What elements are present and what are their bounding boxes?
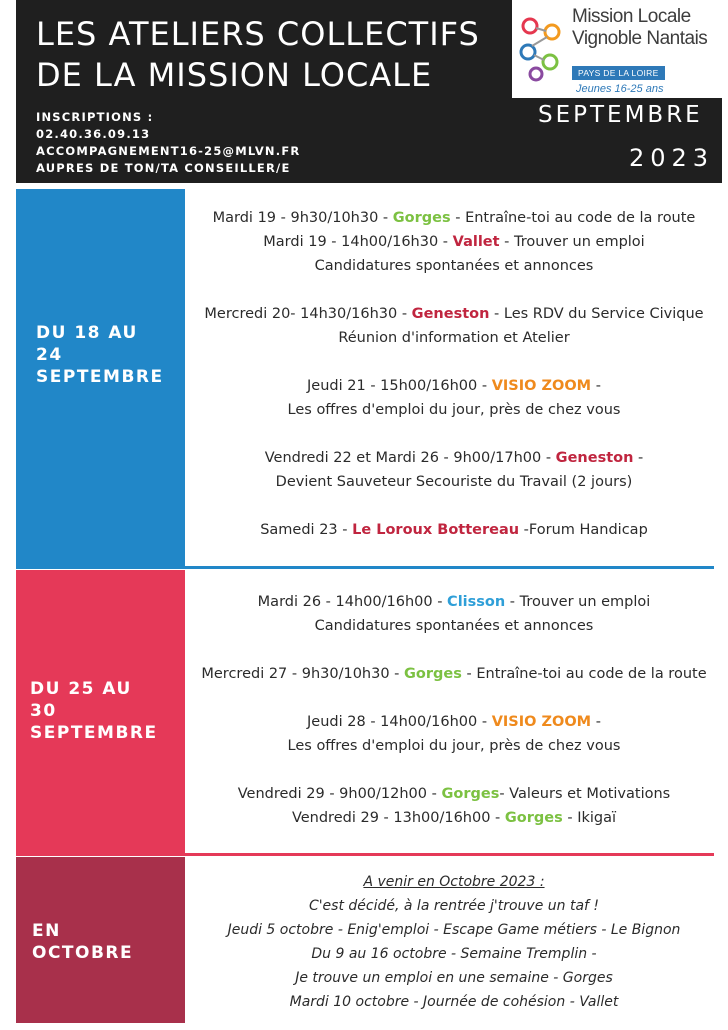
october-announcements [190,870,718,1014]
october-label-line-2: OCTOBRE [32,943,134,963]
event-item: Jeudi 21 - 15h00/16h00 - VISIO ZOOM - [307,378,601,394]
event-place: VISIO ZOOM [491,378,592,394]
week1-divider [16,566,714,569]
event-detail: Devient Sauveteur Secouriste du Travail (2 jours) [275,474,633,490]
inscriptions-block [36,109,300,177]
event-place: Gorges [441,786,500,802]
event-place: VISIO ZOOM [491,714,592,730]
week2-events [190,590,718,830]
event-item: Jeudi 28 - 14h00/16h00 - VISIO ZOOM - [307,714,601,730]
event-item: Samedi 23 - Le Loroux Bottereau -Forum Handicap [260,522,648,538]
logo-name-line-1: Mission Locale [572,6,691,27]
week2-divider [16,853,714,856]
event-item: Mardi 26 - 14h00/16h00 - Clisson - Trouver un emploi [257,594,651,610]
october-line: Jeudi 5 octobre - Enig'emploi - Escape Game métiers - Le Bignon [227,922,681,938]
event-item: Vendredi 29 - 13h00/16h00 - Gorges - Ikigaï [291,810,617,826]
event-item: Vendredi 22 et Mardi 26 - 9h00/17h00 - Geneston - [264,450,644,466]
event-detail: Les offres d'emploi du jour, près de chez vous [287,738,621,754]
event-item: Mercredi 20- 14h30/16h30 - Geneston - Les RDV du Service Civique [204,306,704,322]
week2-label [30,678,158,744]
title-line-1: LES ATELIERS COLLECTIFS [36,15,480,53]
event-place: Le Loroux Bottereau [352,522,520,538]
event-item: Mardi 19 - 14h00/16h30 - Vallet - Trouver un emploi [263,234,645,250]
page-title [36,14,480,96]
october-heading: A venir en Octobre 2023 : [363,874,545,890]
logo-region-badge: PAYS DE LA LOIRE [572,66,665,80]
event-place: Geneston [411,306,490,322]
october-label-line-1: EN [32,921,61,941]
week2-label-line-2: 30 [30,701,57,721]
week1-label-line-2: 24 [36,345,63,365]
week2-label-line-3: SEPTEMBRE [30,723,158,743]
week2-label-line-1: DU 25 AU [30,679,132,699]
event-place: Geneston [555,450,634,466]
phone-number: 02.40.36.09.13 [36,127,151,141]
week1-events [190,206,718,542]
event-item: Mercredi 27 - 9h30/10h30 - Gorges - Entraîne-toi au code de la route [201,666,707,682]
logo-name-line-2: Vignoble Nantais [572,28,708,49]
logo-circles-icon [514,10,574,90]
event-place: Gorges [404,666,462,682]
title-line-2: DE LA MISSION LOCALE [36,56,433,94]
event-place: Gorges [504,810,563,826]
logo-name [572,6,707,50]
mission-locale-logo [512,0,722,98]
october-line: C'est décidé, à la rentrée j'trouve un taf ! [308,898,600,914]
october-line: Du 9 au 16 octobre - Semaine Tremplin - [311,946,597,962]
october-line: Mardi 10 octobre - Journée de cohésion - Vallet [289,994,619,1010]
week1-label [36,322,164,388]
event-item: Vendredi 29 - 9h00/12h00 - Gorges- Valeurs et Motivations [237,786,671,802]
event-detail: Candidatures spontanées et annonces [314,618,594,634]
october-line: Je trouve un emploi en une semaine - Gorges [295,970,613,986]
inscriptions-label: INSCRIPTIONS : [36,110,154,124]
email-address: ACCOMPAGNEMENT16-25@MLVN.FR [36,144,301,158]
event-place: Gorges [392,210,451,226]
month-label: SEPTEMBRE [538,102,703,128]
week1-label-line-3: SEPTEMBRE [36,367,164,387]
logo-tagline: Jeunes 16-25 ans [576,83,664,95]
event-place: Vallet [452,234,500,250]
event-place: Clisson [447,594,506,610]
october-label [32,920,133,964]
year-label: 2023 [629,144,715,172]
week1-label-line-1: DU 18 AU [36,323,138,343]
advisor-note: AUPRES DE TON/TA CONSEILLER/E [36,161,291,175]
event-detail: Les offres d'emploi du jour, près de chez vous [287,402,621,418]
event-item: Mardi 19 - 9h30/10h30 - Gorges - Entraîne-toi au code de la route [212,210,696,226]
event-detail: Candidatures spontanées et annonces [314,258,594,274]
event-detail: Réunion d'information et Atelier [338,330,570,346]
